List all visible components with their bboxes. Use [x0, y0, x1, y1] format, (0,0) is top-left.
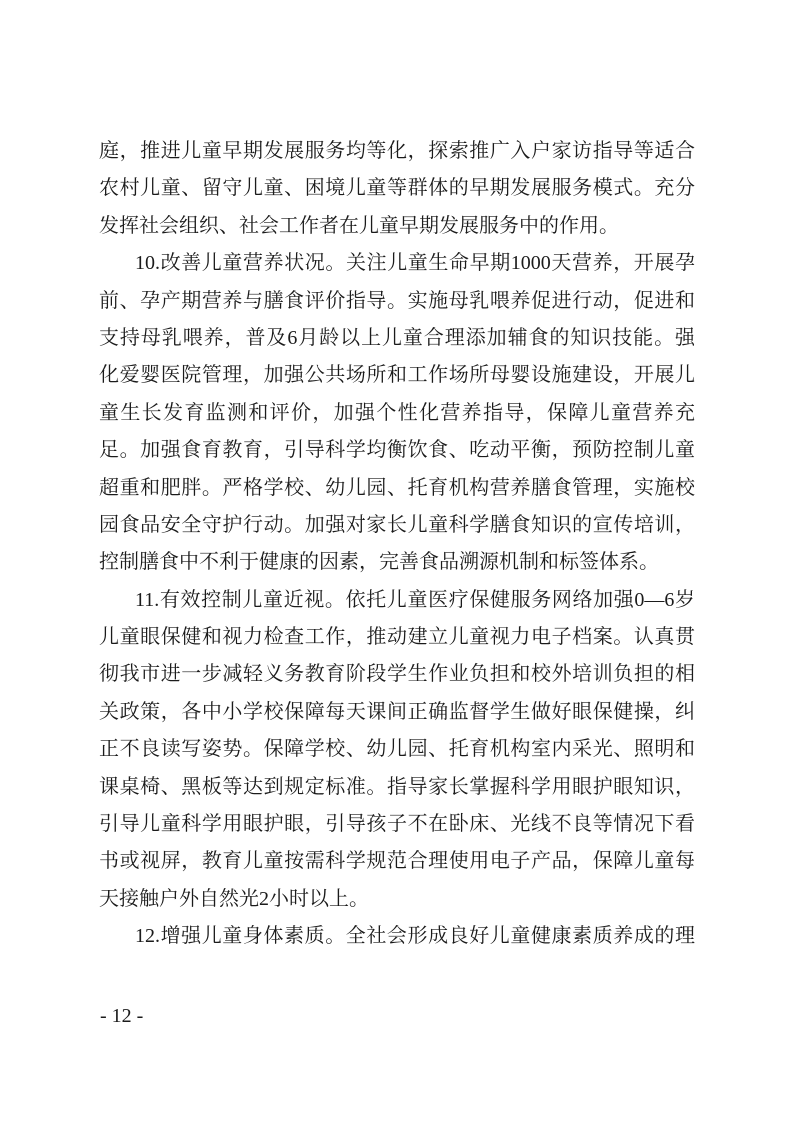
text-line: 控制膳食中不利于健康的因素，完善食品溯源机制和标签体系。 — [99, 551, 659, 574]
text-line: 童生长发育监测和评价，加强个性化营养指导，保障儿童营养充 — [99, 401, 695, 424]
text-line: 足。加强食育教育，引导科学均衡饮食、吃动平衡，预防控制儿童 — [99, 439, 695, 462]
page-number: - 12 - — [100, 1005, 144, 1027]
text-line-item-11-start: 11.有效控制儿童近视。依托儿童医疗保健服务网络加强0—6岁 — [135, 588, 695, 611]
text-line: 支持母乳喂养，普及6月龄以上儿童合理添加辅食的知识技能。强 — [99, 326, 695, 349]
text-line: 书或视屏，教育儿童按需科学规范合理使用电子产品，保障儿童每 — [99, 850, 695, 873]
text-line: 彻我市进一步减轻义务教育阶段学生作业负担和校外培训负担的相 — [99, 663, 695, 686]
text-line: 园食品安全守护行动。加强对家长儿童科学膳食知识的宣传培训， — [99, 513, 695, 536]
text-line: 正不良读写姿势。保障学校、幼儿园、托育机构室内采光、照明和 — [99, 738, 695, 761]
body-text-block — [99, 133, 695, 956]
text-line: 天接触户外自然光2小时以上。 — [99, 887, 369, 910]
text-line: 化爱婴医院管理，加强公共场所和工作场所母婴设施建设，开展儿 — [99, 364, 695, 387]
text-line: 儿童眼保健和视力检查工作，推动建立儿童视力电子档案。认真贯 — [99, 626, 695, 649]
text-line: 引导儿童科学用眼护眼，引导孩子不在卧床、光线不良等情况下看 — [99, 813, 695, 836]
text-line: 前、孕产期营养与膳食评价指导。实施母乳喂养促进行动，促进和 — [99, 289, 695, 312]
text-line: 农村儿童、留守儿童、困境儿童等群体的早期发展服务模式。充分 — [99, 177, 695, 200]
text-line: 课桌椅、黑板等达到规定标准。指导家长掌握科学用眼护眼知识， — [99, 775, 695, 798]
text-line-item-10-start: 10.改善儿童营养状况。关注儿童生命早期1000天营养，开展孕 — [135, 252, 695, 275]
text-line: 关政策，各中小学校保障每天课间正确监督学生做好眼保健操，纠 — [99, 700, 695, 723]
text-line: 超重和肥胖。严格学校、幼儿园、托育机构营养膳食管理，实施校 — [99, 476, 695, 499]
text-line: 发挥社会组织、社会工作者在儿童早期发展服务中的作用。 — [99, 214, 619, 237]
text-line-item-12-start: 12.增强儿童身体素质。全社会形成良好儿童健康素质养成的理 — [135, 925, 695, 948]
text-line: 庭，推进儿童早期发展服务均等化，探索推广入户家访指导等适合 — [99, 140, 695, 162]
